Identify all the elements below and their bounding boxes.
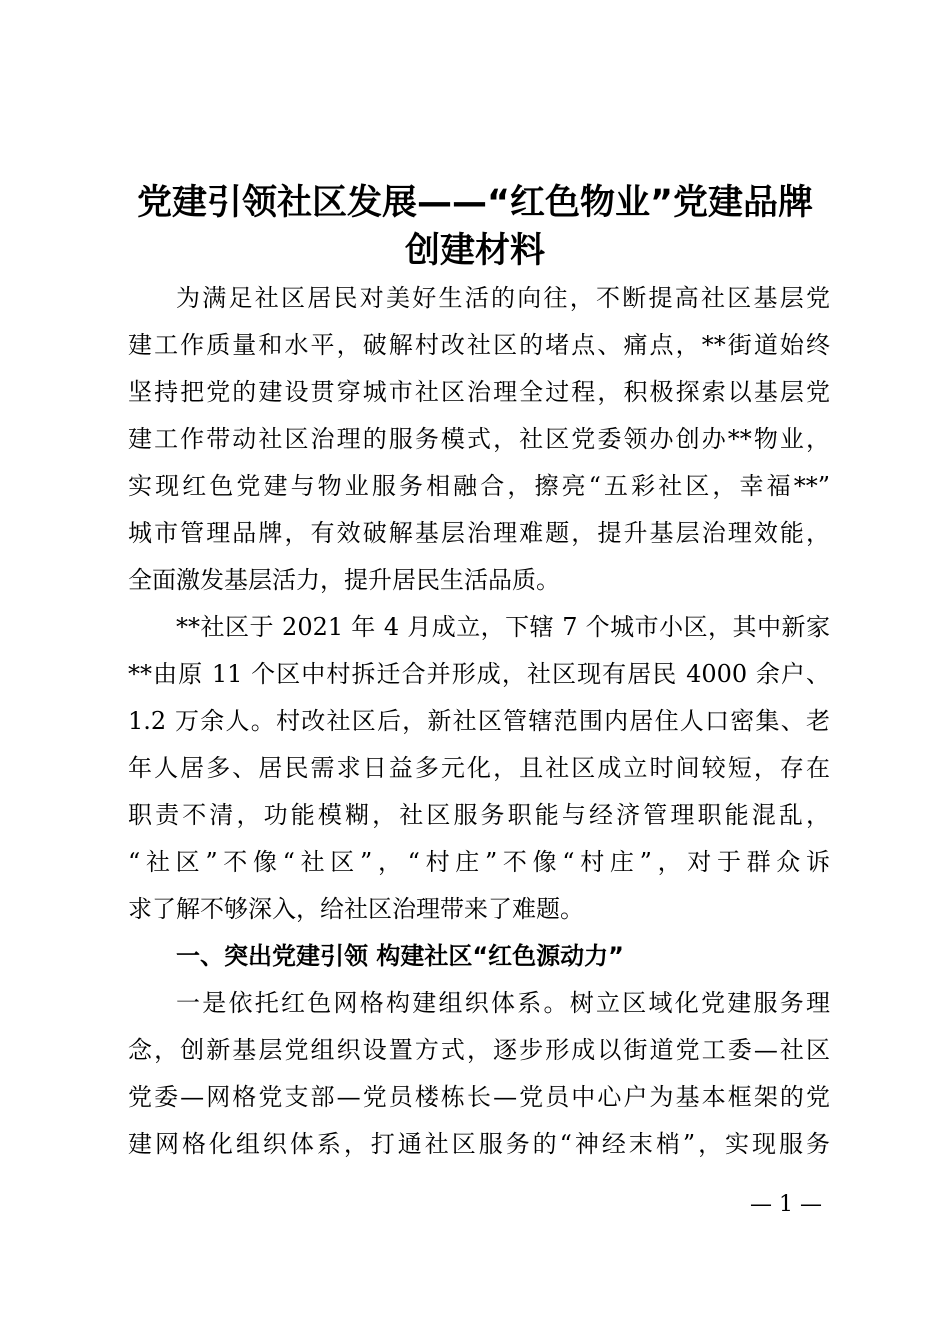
- paragraph-2-line-7: 求了解不够深入，给社区治理带来了难题。: [128, 895, 584, 923]
- paragraph-2-line-5: 职责不清，功能模糊，社区服务职能与经济管理职能混乱，: [128, 801, 830, 829]
- paragraph-2-line-4: 年人居多、居民需求日益多元化，且社区成立时间较短，存在: [128, 754, 830, 782]
- paragraph-2-line-1: **社区于 2021 年 4 月成立，下辖 7 个城市小区，其中新家: [176, 613, 830, 641]
- document-title-line-1: 党建引领社区发展——“红色物业”党建品牌: [136, 183, 813, 223]
- section-heading: 一、突出党建引领 构建社区“红色源动力”: [176, 942, 624, 970]
- paragraph-1-line-6: 城市管理品牌，有效破解基层治理难题，提升基层治理效能，: [128, 519, 830, 547]
- document-title-line-2: 创建材料: [404, 231, 545, 271]
- paragraph-1-line-4: 建工作带动社区治理的服务模式，社区党委领办创办**物业，: [128, 425, 830, 453]
- paragraph-1-line-2: 建工作质量和水平，破解村改社区的堵点、痛点，**街道始终: [128, 331, 830, 359]
- section-paragraph-line-3: 党委—网格党支部—党员楼栋长—党员中心户为基本框架的党: [128, 1083, 830, 1111]
- paragraph-2-line-2: **由原 11 个区中村拆迁合并形成，社区现有居民 4000 余户、: [128, 660, 830, 688]
- paragraph-1-line-1: 为满足社区居民对美好生活的向往，不断提高社区基层党: [176, 284, 830, 312]
- paragraph-2-line-3: 1.2 万余人。村改社区后，新社区管辖范围内居住人口密集、老: [128, 707, 830, 735]
- page-number: — 1 —: [750, 1192, 822, 1217]
- section-paragraph-line-2: 念，创新基层党组织设置方式，逐步形成以街道党工委—社区: [128, 1036, 830, 1064]
- section-paragraph-line-1: 一是依托红色网格构建组织体系。树立区域化党建服务理: [176, 989, 830, 1017]
- paragraph-1-line-3: 坚持把党的建设贯穿城市社区治理全过程，积极探索以基层党: [128, 378, 830, 406]
- paragraph-1-line-5: 实现红色党建与物业服务相融合，擦亮“五彩社区，幸福**”: [128, 472, 830, 500]
- paragraph-1-line-7: 全面激发基层活力，提升居民生活品质。: [128, 566, 560, 594]
- paragraph-2-line-6: “社区”不像“社区”，“村庄”不像“村庄”，对于群众诉: [128, 848, 830, 876]
- section-paragraph-line-4: 建网格化组织体系，打通社区服务的“神经末梢”，实现服务: [128, 1130, 830, 1158]
